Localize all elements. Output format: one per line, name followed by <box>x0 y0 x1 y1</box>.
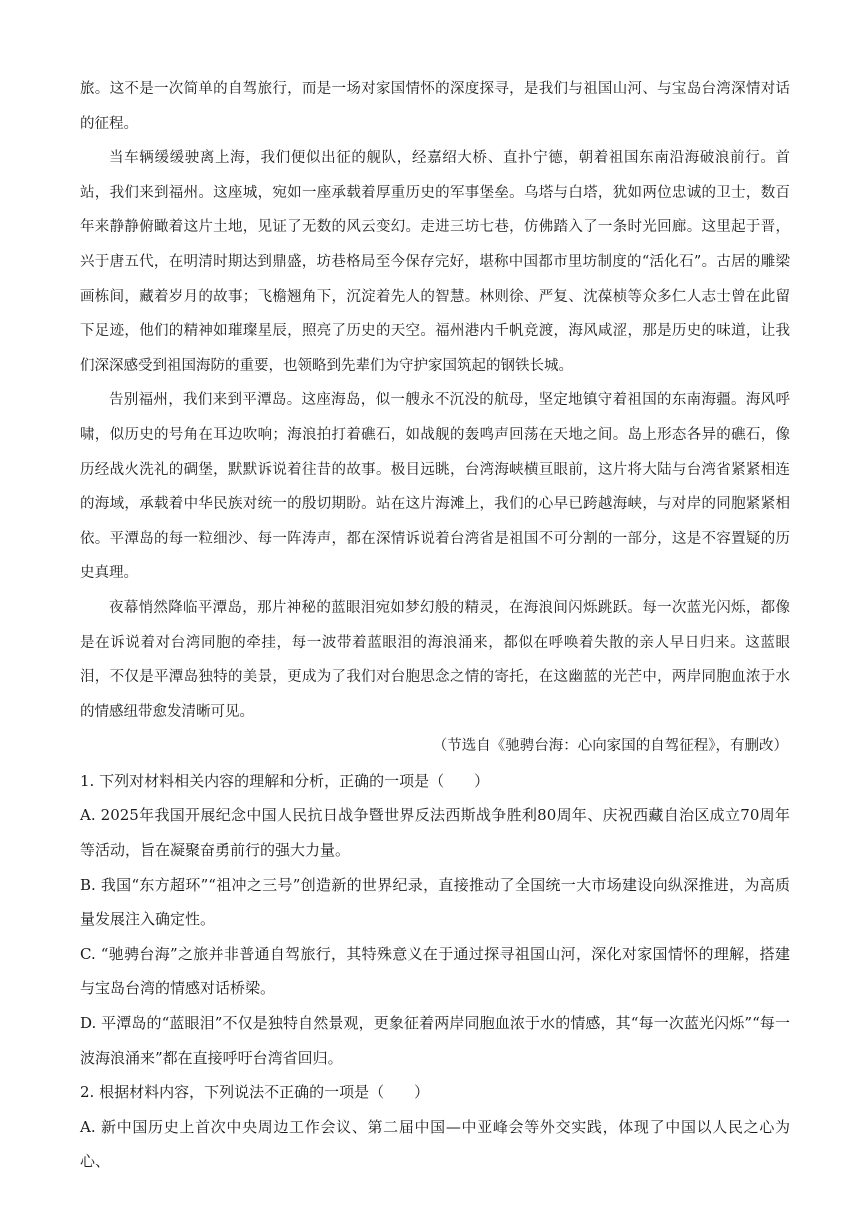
question-1-option-b: B. 我国“东方超环”“祖冲之三号”创造新的世界纪录，直接推动了全国统一大市场建设向纵深推进，为高质量发展注入确定性。 <box>80 875 790 929</box>
passage-source: （节选自《驰骋台海：心向家国的自驾征程》，有删改） <box>432 738 788 755</box>
questions <box>80 764 790 1179</box>
question-1-option-c: C. “驰骋台海”之旅并非普通自驾旅行，其特殊意义在于通过探寻祖国山河，深化对家国情怀的理解，搭建与宝岛台湾的情感对话桥梁。 <box>80 944 790 998</box>
question-1-option-d: D. 平潭岛的“蓝眼泪”不仅是独特自然景观，更象征着两岸同胞血浓于水的情感，其“每一次蓝光闪烁”“每一波海浪涌来”都在直接呼吁台湾省回归。 <box>80 1014 790 1067</box>
passage-paragraph: 旅。这不是一次简单的自驾旅行，而是一场对家国情怀的深度探寻，是我们与祖国山河、与宝岛台湾深情对话的征程。 <box>80 81 790 132</box>
question-1-stem: 1. 下列对材料相关内容的理解和分析，正确的一项是（ ） <box>80 771 490 790</box>
passage-paragraph: 夜幕悄然降临平潭岛，那片神秘的蓝眼泪宛如梦幻般的精灵，在海浪间闪烁跳跃。每一次蓝光闪烁，都像是在诉说着对台湾同胞的牵挂，每一波带着蓝眼泪的海浪涌来，都似在呼唤着失散的亲人早日归来。这蓝眼泪，不仅是平潭岛独特的美景，更成为了我们对台胞思念之情的寄托，在这幽蓝的光芒中，两岸同胞血浓于水的情感纽带愈发清晰可见。 <box>80 599 790 720</box>
question-2-stem: 2. 根据材料内容，下列说法不正确的一项是（ ） <box>80 1083 430 1102</box>
passage-paragraph: 告别福州，我们来到平潭岛。这座海岛，似一艘永不沉没的航母，坚定地镇守着祖国的东南海疆。海风呼啸，似历史的号角在耳边吹响；海浪拍打着礁石，如战舰的轰鸣声回荡在天地之间。岛上形态各异的礁石，像历经战火洗礼的碉堡，默默诉说着往昔的故事。极目远眺，台湾海峡横亘眼前，这片将大陆与台湾省紧紧相连的海域，承载着中华民族对统一的殷切期盼。站在这片海滩上，我们的心早已跨越海峡，与对岸的同胞紧紧相依。平潭岛的每一粒细沙、每一阵涛声，都在深情诉说着台湾省是祖国不可分割的一部分，这是不容置疑的历史真理。 <box>80 392 790 582</box>
passage-paragraph: 当车辆缓缓驶离上海，我们便似出征的舰队，经嘉绍大桥、直扑宁德，朝着祖国东南沿海破浪前行。首站，我们来到福州。这座城，宛如一座承载着厚重历史的军事堡垒。乌塔与白塔，犹如两位忠诚的卫士，数百年来静静俯瞰着这片土地，见证了无数的风云变幻。走进三坊七巷，仿佛踏入了一条时光回廊。这里起于晋，兴于唐五代，在明清时期达到鼎盛，坊巷格局至今保存完好，堪称中国都市里坊制度的“活化石”。古居的雕梁画栋间，藏着岁月的故事；飞檐翘角下，沉淀着先人的智慧。林则徐、严复、沈葆桢等众多仁人志士曾在此留下足迹，他们的精神如璀璨星辰，照亮了历史的天空。福州港内千帆竞渡，海风咸涩，那是历史的味道，让我们深深感受到祖国海防的重要，也领略到先辈们为守护家国筑起的钢铁长城。 <box>80 150 790 374</box>
question-2-option-a: A. 新中国历史上首次中央周边工作会议、第二届中国—中亚峰会等外交实践，体现了中国以人民之心为心、 <box>80 1117 790 1171</box>
question-1-option-a: A. 2025年我国开展纪念中国人民抗日战争暨世界反法西斯战争胜利80周年、庆祝西藏自治区成立70周年等活动，旨在凝聚奋勇前行的强大力量。 <box>80 806 790 860</box>
passage <box>80 72 790 764</box>
